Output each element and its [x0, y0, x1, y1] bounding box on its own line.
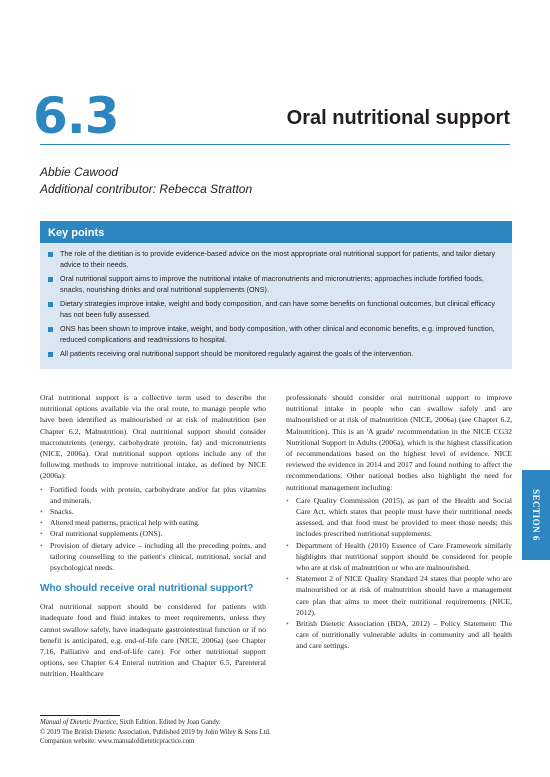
support-option-item: • Snacks. [40, 506, 266, 517]
key-points-box [40, 221, 512, 369]
support-option-item: • Oral nutritional supplements (ONS). [40, 528, 266, 539]
footer-book-line [40, 718, 271, 728]
footer-website: Companion website: www.manualofdieteticpractice.com [40, 738, 195, 745]
recommendation-paragraph: professionals should consider oral nutritional support to improve nutritional intake in people who can swallow safely and are malnourished or at risk of malnutrition (NICE, 2006a) (see Chapter 6.2, Malnutrition). This is an 'A grade' recommendation in the NICE CG32 Nutritional Support in Adults (2006a), which is the highest classification of recommendations based on the highest level of evidence. NICE reviewed the evidence in 2014 and 2017 and found nothing to affect the recommendations. Other national bodies also highlight the need for nutritional management including: [286, 393, 512, 492]
key-points-heading: Key points [40, 223, 512, 243]
support-options-list [40, 484, 266, 574]
book-edition: , Sixth Edition. Edited by Joan Gandy. [116, 719, 221, 726]
national-bodies-list [286, 495, 512, 652]
footer-rule [40, 715, 120, 716]
national-body-item: • Care Quality Commission (2015), as part of the Health and Social Care Act, which states that people must have their nutritional needs assessed, and that food must be provided to meet those needs; this includes prescribed nutritional supplements. [286, 495, 512, 540]
author-name: Abbie Cawood [40, 165, 119, 179]
eligibility-paragraph: Oral nutritional support should be considered for patients with inadequate food and fluid intakes to meet requirements, unless they cannot swallow safely, have inadequate gastrointestinal function or if no benefit is anticipated, e.g. end-of-life care (NICE, 2006a) (see Chapter 7.16, Palliative and end-of-life care). For other nutritional support options, see Chapter 6.4 Enteral nutrition and Chapter 6.5, Parenteral nutrition. Healthcare [40, 602, 266, 679]
header-rule [40, 144, 510, 145]
section-subheading: Who should receive oral nutritional support? [40, 583, 254, 595]
intro-paragraph: Oral nutritional support is a collective term used to describe the nutritional options available via the oral route, to manage people who have been identified as malnourished or at risk of malnutrition (see Chapter 6.2, Malnutrition). Oral nutritional support should consider macronutrients (energy, carbohydrate protein, fat) and micronutrients (NICE, 2006a). Oral nutritional support options include any of the following methods to improve nutritional intake, as defined by NICE (2006a): [40, 393, 266, 481]
national-body-item: • Department of Health (2010) Essence of Care Framework similarly highlights that nutritional support should be considered for people who are at risk of malnutrition or who are malnourished. [286, 540, 512, 574]
key-point-item: The role of the dietitian is to provide evidence-based advice on the most appropriate oral nutritional support for patients, and tailor dietary advice to their needs. [48, 249, 504, 270]
authors-block [40, 164, 252, 198]
key-point-item: Dietary strategies improve intake, weight and body composition, and can have some benefits on functional outcomes, but clinical efficacy has not been fully assessed. [48, 299, 504, 320]
footer [40, 718, 271, 747]
support-option-item: • Altered meal patterns, practical help with eating. [40, 517, 266, 528]
section-side-tab [522, 470, 550, 560]
body-column-right [286, 392, 512, 652]
footer-copyright: © 2019 The British Dietetic Association. Published 2019 by John Wiley & Sons Ltd. [40, 728, 271, 736]
chapter-title: Oral nutritional support [286, 107, 510, 129]
chapter-number: 6.3 [33, 87, 119, 145]
section-side-tab-label: SECTION 6 [531, 489, 541, 541]
body-column-left [40, 392, 266, 680]
national-body-item: • British Dietetic Association (BDA, 2012) – Policy Statement: The care of nutritionally vulnerable adults in community and all health and care settings. [286, 618, 512, 652]
key-point-item: All patients receiving oral nutritional support should be monitored regularly against the goals of the intervention. [48, 349, 504, 360]
support-option-item: • Fortified foods with protein, carbohydrate and/or fat plus vitamins and minerals. [40, 484, 266, 506]
national-body-item: • Statement 2 of NICE Quality Standard 24 states that people who are malnourished or at risk of malnutrition should have a management care plan that aims to meet their nutritional requirements (NICE, 2012). [286, 573, 512, 618]
contributor-name: Additional contributor: Rebecca Stratton [40, 182, 253, 196]
key-point-item: Oral nutritional support aims to improve the nutritional intake of macronutrients and micronutrients; approaches include fortified foods, snacks, nourishing drinks and oral nutritional supplements (ONS). [48, 274, 504, 295]
key-point-item: ONS has been shown to improve intake, weight, and body composition, with other clinical and economic benefits, e.g. improved function, reduced complications and readmissions to hospital. [48, 324, 504, 345]
support-option-item: • Provision of dietary advice – including all the preceding points, and tailoring counselling to the patient's clinical, nutritional, social and psychological needs. [40, 540, 266, 574]
book-title: Manual of Dietetic Practice [40, 719, 117, 726]
key-points-list [40, 249, 512, 360]
